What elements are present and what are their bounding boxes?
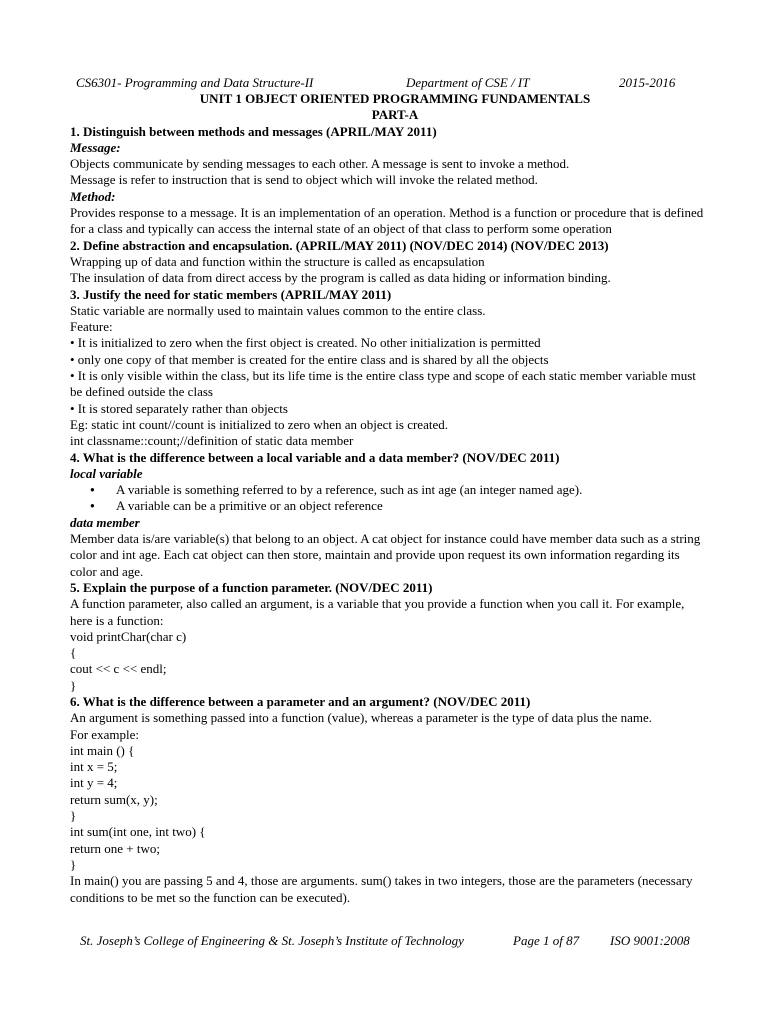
body-line: Wrapping up of data and function within the structure is called as encapsulation xyxy=(70,253,485,269)
page-header xyxy=(76,74,688,92)
header-year: 2015-2016 xyxy=(619,75,676,90)
page-footer xyxy=(80,932,700,950)
bullet-dot-icon: ● xyxy=(90,501,95,511)
body-lines xyxy=(70,124,720,906)
body-line: Feature: xyxy=(70,319,113,335)
subheading: local variable xyxy=(70,465,143,481)
body-line: cout << c << endl; xyxy=(70,661,167,677)
body-line: • It is initialized to zero when the first object is created. No other initialization is permitted xyxy=(70,335,541,351)
subheading: Method: xyxy=(70,188,116,204)
body-line: For example: xyxy=(70,726,139,742)
body-line: be defined outside the class xyxy=(70,384,213,400)
question-heading: 5. Explain the purpose of a function parameter. (NOV/DEC 2011) xyxy=(70,579,433,595)
body-line: } xyxy=(70,677,77,693)
body-line: • It is stored separately rather than objects xyxy=(70,400,288,416)
body-line: color and int age. Each cat object can then store, maintain and provide upon request its own information regarding its xyxy=(70,547,680,563)
body-line: A function parameter, also called an argument, is a variable that you provide a function when you call it. For example, xyxy=(70,596,685,612)
body-line: int sum(int one, int two) { xyxy=(70,824,206,840)
body-line: color and age. xyxy=(70,563,144,579)
question-heading: 4. What is the difference between a local variable and a data member? (NOV/DEC 2011) xyxy=(70,449,560,465)
question-heading: 3. Justify the need for static members (APRIL/MAY 2011) xyxy=(70,286,392,302)
header-department: Department of CSE / IT xyxy=(406,75,530,90)
body-line: } xyxy=(70,856,77,872)
body-line: An argument is something passed into a function (value), whereas a parameter is the type of data plus the name. xyxy=(70,710,653,726)
unit-title: UNIT 1 OBJECT ORIENTED PROGRAMMING FUNDAMENTALS xyxy=(199,91,591,106)
body-line: Member data is/are variable(s) that belong to an object. A cat object for instance could have member data such as a string xyxy=(70,531,701,547)
body-line: conditions to be met so the function can be executed). xyxy=(70,889,351,905)
bullet-text: A variable is something referred to by a reference, such as int age (an integer named age). xyxy=(116,482,583,498)
body-line: return one + two; xyxy=(70,840,161,856)
body-line: Static variable are normally used to maintain values common to the entire class. xyxy=(70,302,486,318)
subheading: Message: xyxy=(70,139,121,155)
body-line: • only one copy of that member is created for the entire class and is shared by all the objects xyxy=(70,351,549,367)
body-line: return sum(x, y); xyxy=(70,791,158,807)
body-line: int x = 5; xyxy=(70,759,118,775)
header-course: CS6301- Programming and Data Structure-II xyxy=(76,75,314,90)
body-line: • It is only visible within the class, but its life time is the entire class type and scope of each static member variable must xyxy=(70,368,696,384)
body-line: for a class and typically can access the internal state of an object of that class to perform some operation xyxy=(70,221,612,237)
bullet-item xyxy=(70,498,720,514)
body-line: void printChar(char c) xyxy=(70,628,187,644)
body-line: Eg: static int count//count is initialized to zero when an object is created. xyxy=(70,416,448,432)
footer-college: St. Joseph’s College of Engineering & St. Joseph’s Institute of Technology xyxy=(80,933,464,948)
subheading: data member xyxy=(70,514,140,530)
question-heading: 1. Distinguish between methods and messages (APRIL/MAY 2011) xyxy=(70,123,437,139)
bullet-text: A variable can be a primitive or an object reference xyxy=(116,498,383,514)
body-line: int y = 4; xyxy=(70,775,118,791)
footer-iso: ISO 9001:2008 xyxy=(610,933,690,948)
footer-page-number: Page 1 of 87 xyxy=(513,933,580,948)
body-line: { xyxy=(70,645,77,661)
body-line: } xyxy=(70,808,77,824)
question-heading: 6. What is the difference between a parameter and an argument? (NOV/DEC 2011) xyxy=(70,693,531,709)
bullet-item xyxy=(70,482,720,498)
body-line: int classname::count;//definition of static data member xyxy=(70,433,354,449)
bullet-dot-icon: ● xyxy=(90,485,95,495)
body-line: Message is refer to instruction that is send to object which will invoke the related method. xyxy=(70,172,538,188)
body-line: Objects communicate by sending messages to each other. A message is sent to invoke a method. xyxy=(70,156,570,172)
body-line: In main() you are passing 5 and 4, those are arguments. sum() takes in two integers, those are the parameters (necessary xyxy=(70,873,693,889)
part-title: PART-A xyxy=(371,107,419,123)
body-line: int main () { xyxy=(70,742,135,758)
body-line: Provides response to a message. It is an implementation of an operation. Method is a function or procedure that is defined xyxy=(70,205,704,221)
document-body xyxy=(70,91,720,906)
body-line: The insulation of data from direct access by the program is called as data hiding or information binding. xyxy=(70,270,611,286)
body-line: here is a function: xyxy=(70,612,164,628)
question-heading: 2. Define abstraction and encapsulation. (APRIL/MAY 2011) (NOV/DEC 2014) (NOV/DEC 2013) xyxy=(70,237,609,253)
